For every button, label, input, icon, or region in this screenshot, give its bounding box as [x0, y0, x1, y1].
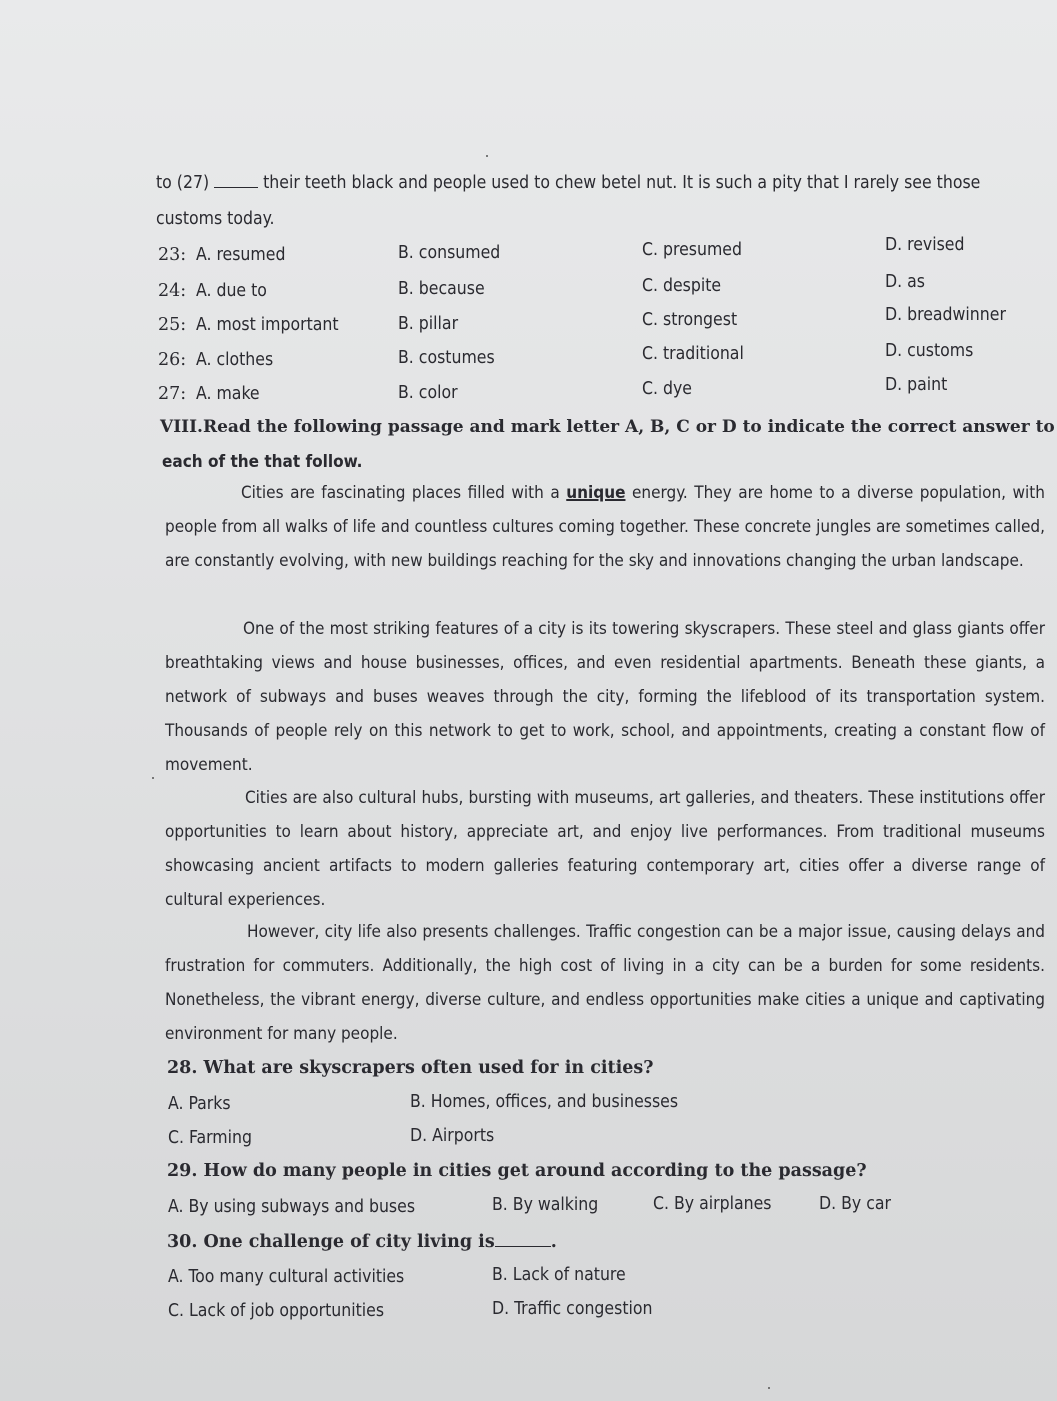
q29-option-c: C. By airplanes	[653, 1194, 772, 1214]
option-d: D. customs	[885, 341, 974, 361]
paper-speck	[486, 155, 488, 157]
q29-option-d: D. By car	[819, 1194, 892, 1214]
section-heading: VIII.Read the following passage and mark letter A, B, C or D to indicate the correct answer to	[160, 417, 1055, 437]
answer-blank-27	[214, 187, 258, 188]
passage-paragraph-1	[165, 476, 1045, 578]
q28-option-d: D. Airports	[410, 1126, 495, 1146]
q30-option-b: B. Lack of nature	[492, 1265, 626, 1285]
option-a: A. make	[196, 384, 260, 404]
option-num: 27:	[158, 384, 187, 404]
passage-paragraph-2: One of the most striking features of a city is its towering skyscrapers. These steel and glass giants offer breathtaking views and house businesses, offices, and even residential apartments. Beneath these giants, a network of subways and buses weaves through the city, forming the lifeblood of its transportation system. Thousands of people rely on this network to get to work, school, and appointments, creating a constant flow of movement.	[165, 619, 1045, 775]
paper-speck	[152, 777, 154, 779]
option-num: 26:	[158, 350, 187, 370]
option-b: B. consumed	[398, 243, 501, 263]
option-c: C. traditional	[642, 344, 744, 364]
paper-speck	[768, 1387, 770, 1389]
option-c: C. dye	[642, 379, 692, 399]
p1-text-end: energy. They are home to a diverse population, with people from all walks of life and countless cultures coming together. These concrete jungles are sometimes called, are constantly evolving, with new buildings reaching for the sky and innovations changing the urban landscape.	[165, 483, 1045, 571]
question-28-stem: 28. What are skyscrapers often used for in cities?	[167, 1058, 654, 1078]
option-c: C. strongest	[642, 310, 738, 330]
question-30-stem	[167, 1231, 557, 1253]
option-b: B. color	[398, 383, 458, 403]
option-d: D. as	[885, 272, 925, 292]
underlined-word-unique: unique	[566, 483, 626, 503]
option-b: B. pillar	[398, 314, 459, 334]
passage-paragraph-3: Cities are also cultural hubs, bursting with museums, art galleries, and theaters. These institutions offer opportunities to learn about history, appreciate art, and enjoy live performances. From traditional museums showcasing ancient artifacts to modern galleries featuring contemporary art, cities offer a diverse range of cultural experiences.	[165, 788, 1045, 910]
option-a: A. most important	[196, 315, 339, 335]
option-d: D. revised	[885, 235, 965, 255]
carry-over-line	[156, 172, 980, 194]
q30-option-c: C. Lack of job opportunities	[168, 1301, 385, 1321]
p1-text-start: Cities are fascinating places filled with a	[241, 483, 567, 503]
passage-paragraph-4: However, city life also presents challenges. Traffic congestion can be a major issue, causing delays and frustration for commuters. Additionally, the high cost of living in a city can be a burden for some residents. Nonetheless, the vibrant energy, diverse culture, and endless opportunities make cities a unique and captivating environment for many people.	[165, 922, 1045, 1044]
q28-option-a: A. Parks	[168, 1094, 231, 1114]
q30-option-a: A. Too many cultural activities	[168, 1267, 405, 1287]
q30-stem-end: .	[550, 1232, 557, 1252]
option-num: 24:	[158, 281, 187, 301]
carry-over-line-2: customs today.	[156, 209, 275, 229]
option-c: C. presumed	[642, 240, 742, 260]
option-num: 25:	[158, 315, 187, 335]
option-b: B. costumes	[398, 348, 495, 368]
option-a: A. clothes	[196, 350, 274, 370]
carry-over-text: their teeth black and people used to chew betel nut. It is such a pity that I rarely see those	[263, 173, 981, 193]
section-heading-2: each of the that follow.	[162, 452, 363, 472]
q29-option-a: A. By using subways and buses	[168, 1197, 416, 1217]
q28-option-b: B. Homes, offices, and businesses	[410, 1092, 679, 1112]
option-num: 23:	[158, 245, 187, 265]
question-29-stem: 29. How do many people in cities get around according to the passage?	[167, 1161, 867, 1181]
option-d: D. paint	[885, 375, 948, 395]
option-c: C. despite	[642, 276, 722, 296]
q30-stem-text: 30. One challenge of city living is	[167, 1232, 495, 1252]
q30-option-d: D. Traffic congestion	[492, 1299, 653, 1319]
q27-ref: to (27)	[156, 173, 210, 193]
option-a: A. resumed	[196, 245, 286, 265]
answer-blank-30	[495, 1246, 551, 1247]
q28-option-c: C. Farming	[168, 1128, 252, 1148]
option-b: B. because	[398, 279, 485, 299]
q29-option-b: B. By walking	[492, 1195, 599, 1215]
option-a: A. due to	[196, 281, 267, 301]
option-d: D. breadwinner	[885, 305, 1006, 325]
